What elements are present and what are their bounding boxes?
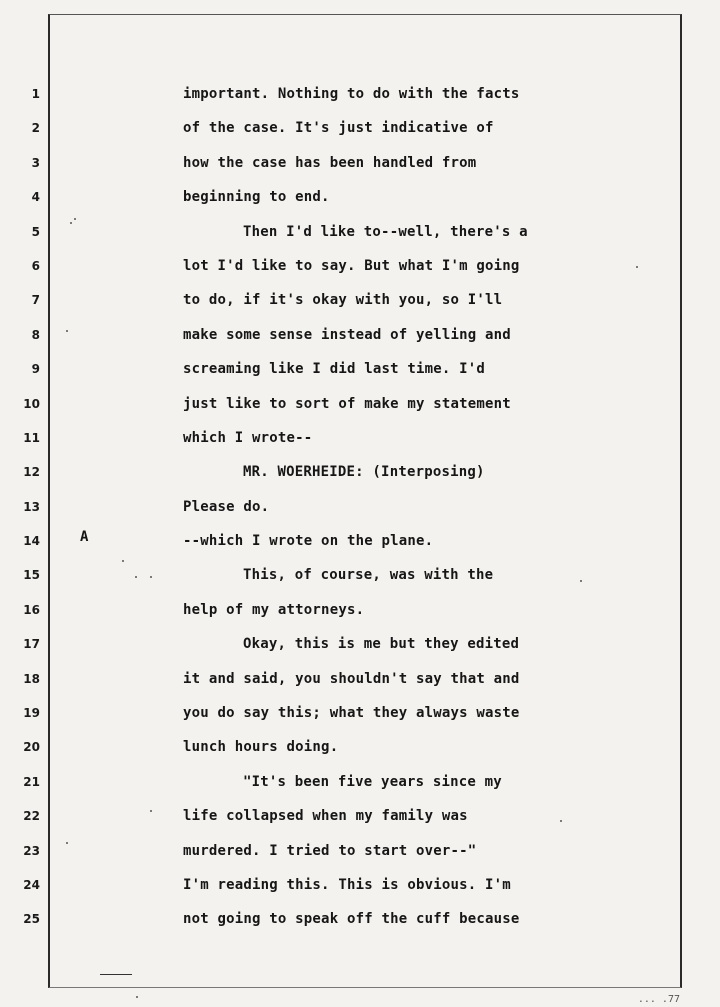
- transcript-line: how the case has been handled from: [183, 154, 477, 171]
- line-number: 14: [23, 534, 40, 549]
- line-number: 13: [23, 499, 40, 514]
- transcript-line: important. Nothing to do with the facts: [183, 86, 520, 102]
- transcript-line: it and said, you shouldn't say that and: [183, 670, 520, 687]
- line-number: 5: [31, 224, 40, 239]
- line-number: 22: [23, 809, 40, 824]
- transcript-line: "It's been five years since my: [243, 773, 502, 790]
- transcript-line: not going to speak off the cuff because: [183, 911, 520, 928]
- transcript-text: [183, 84, 653, 944]
- transcript-line: lot I'd like to say. But what I'm going: [183, 257, 520, 274]
- line-number: 6: [31, 258, 40, 273]
- page-footer: ... .77: [637, 994, 680, 1005]
- line-number: 23: [23, 843, 40, 858]
- line-number: 7: [31, 293, 40, 308]
- line-number: 21: [23, 774, 40, 789]
- line-number-column: [14, 84, 40, 944]
- transcript-line: life collapsed when my family was: [183, 808, 468, 825]
- transcript-line: just like to sort of make my statement: [183, 395, 511, 412]
- transcript-line: MR. WOERHEIDE: (Interposing): [243, 464, 485, 481]
- footer-rule: [100, 974, 132, 975]
- line-number: 11: [23, 430, 40, 445]
- transcript-line: Please do.: [183, 498, 270, 515]
- transcript-line: screaming like I did last time. I'd: [183, 361, 486, 378]
- line-number: 15: [23, 568, 40, 583]
- transcript-line: I'm reading this. This is obvious. I'm: [183, 876, 511, 893]
- line-number: 18: [23, 671, 40, 686]
- line-number: 10: [23, 396, 40, 411]
- transcript-line: Okay, this is me but they edited: [243, 636, 520, 653]
- line-number: 25: [23, 912, 40, 927]
- transcript-line: beginning to end.: [183, 189, 330, 206]
- transcript-line: of the case. It's just indicative of: [183, 120, 494, 137]
- line-number: 3: [31, 155, 40, 170]
- line-number: 1: [31, 87, 40, 101]
- transcript-line: to do, if it's okay with you, so I'll: [183, 292, 503, 309]
- transcript-line: This, of course, was with the: [243, 567, 494, 584]
- line-number: 20: [23, 740, 40, 755]
- transcript-line: --which I wrote on the plane.: [183, 533, 434, 550]
- transcript-line: you do say this; what they always waste: [183, 705, 520, 722]
- line-number: 9: [31, 362, 40, 377]
- line-number: 4: [31, 190, 40, 205]
- line-number: 17: [23, 637, 40, 652]
- transcript-line: lunch hours doing.: [183, 739, 339, 756]
- line-number: 8: [31, 327, 40, 342]
- line-number: 2: [31, 121, 40, 136]
- line-number: 16: [23, 602, 40, 617]
- line-number: 19: [23, 706, 40, 721]
- transcript-line: make some sense instead of yelling and: [183, 326, 511, 343]
- transcript-line: murdered. I tried to start over--": [183, 842, 477, 859]
- line-number: 12: [23, 465, 40, 480]
- speaker-marker: A: [80, 529, 89, 545]
- transcript-line: help of my attorneys.: [183, 601, 365, 618]
- transcript-line: Then I'd like to--well, there's a: [243, 223, 528, 240]
- transcript-line: which I wrote--: [183, 429, 313, 446]
- line-number: 24: [23, 877, 40, 892]
